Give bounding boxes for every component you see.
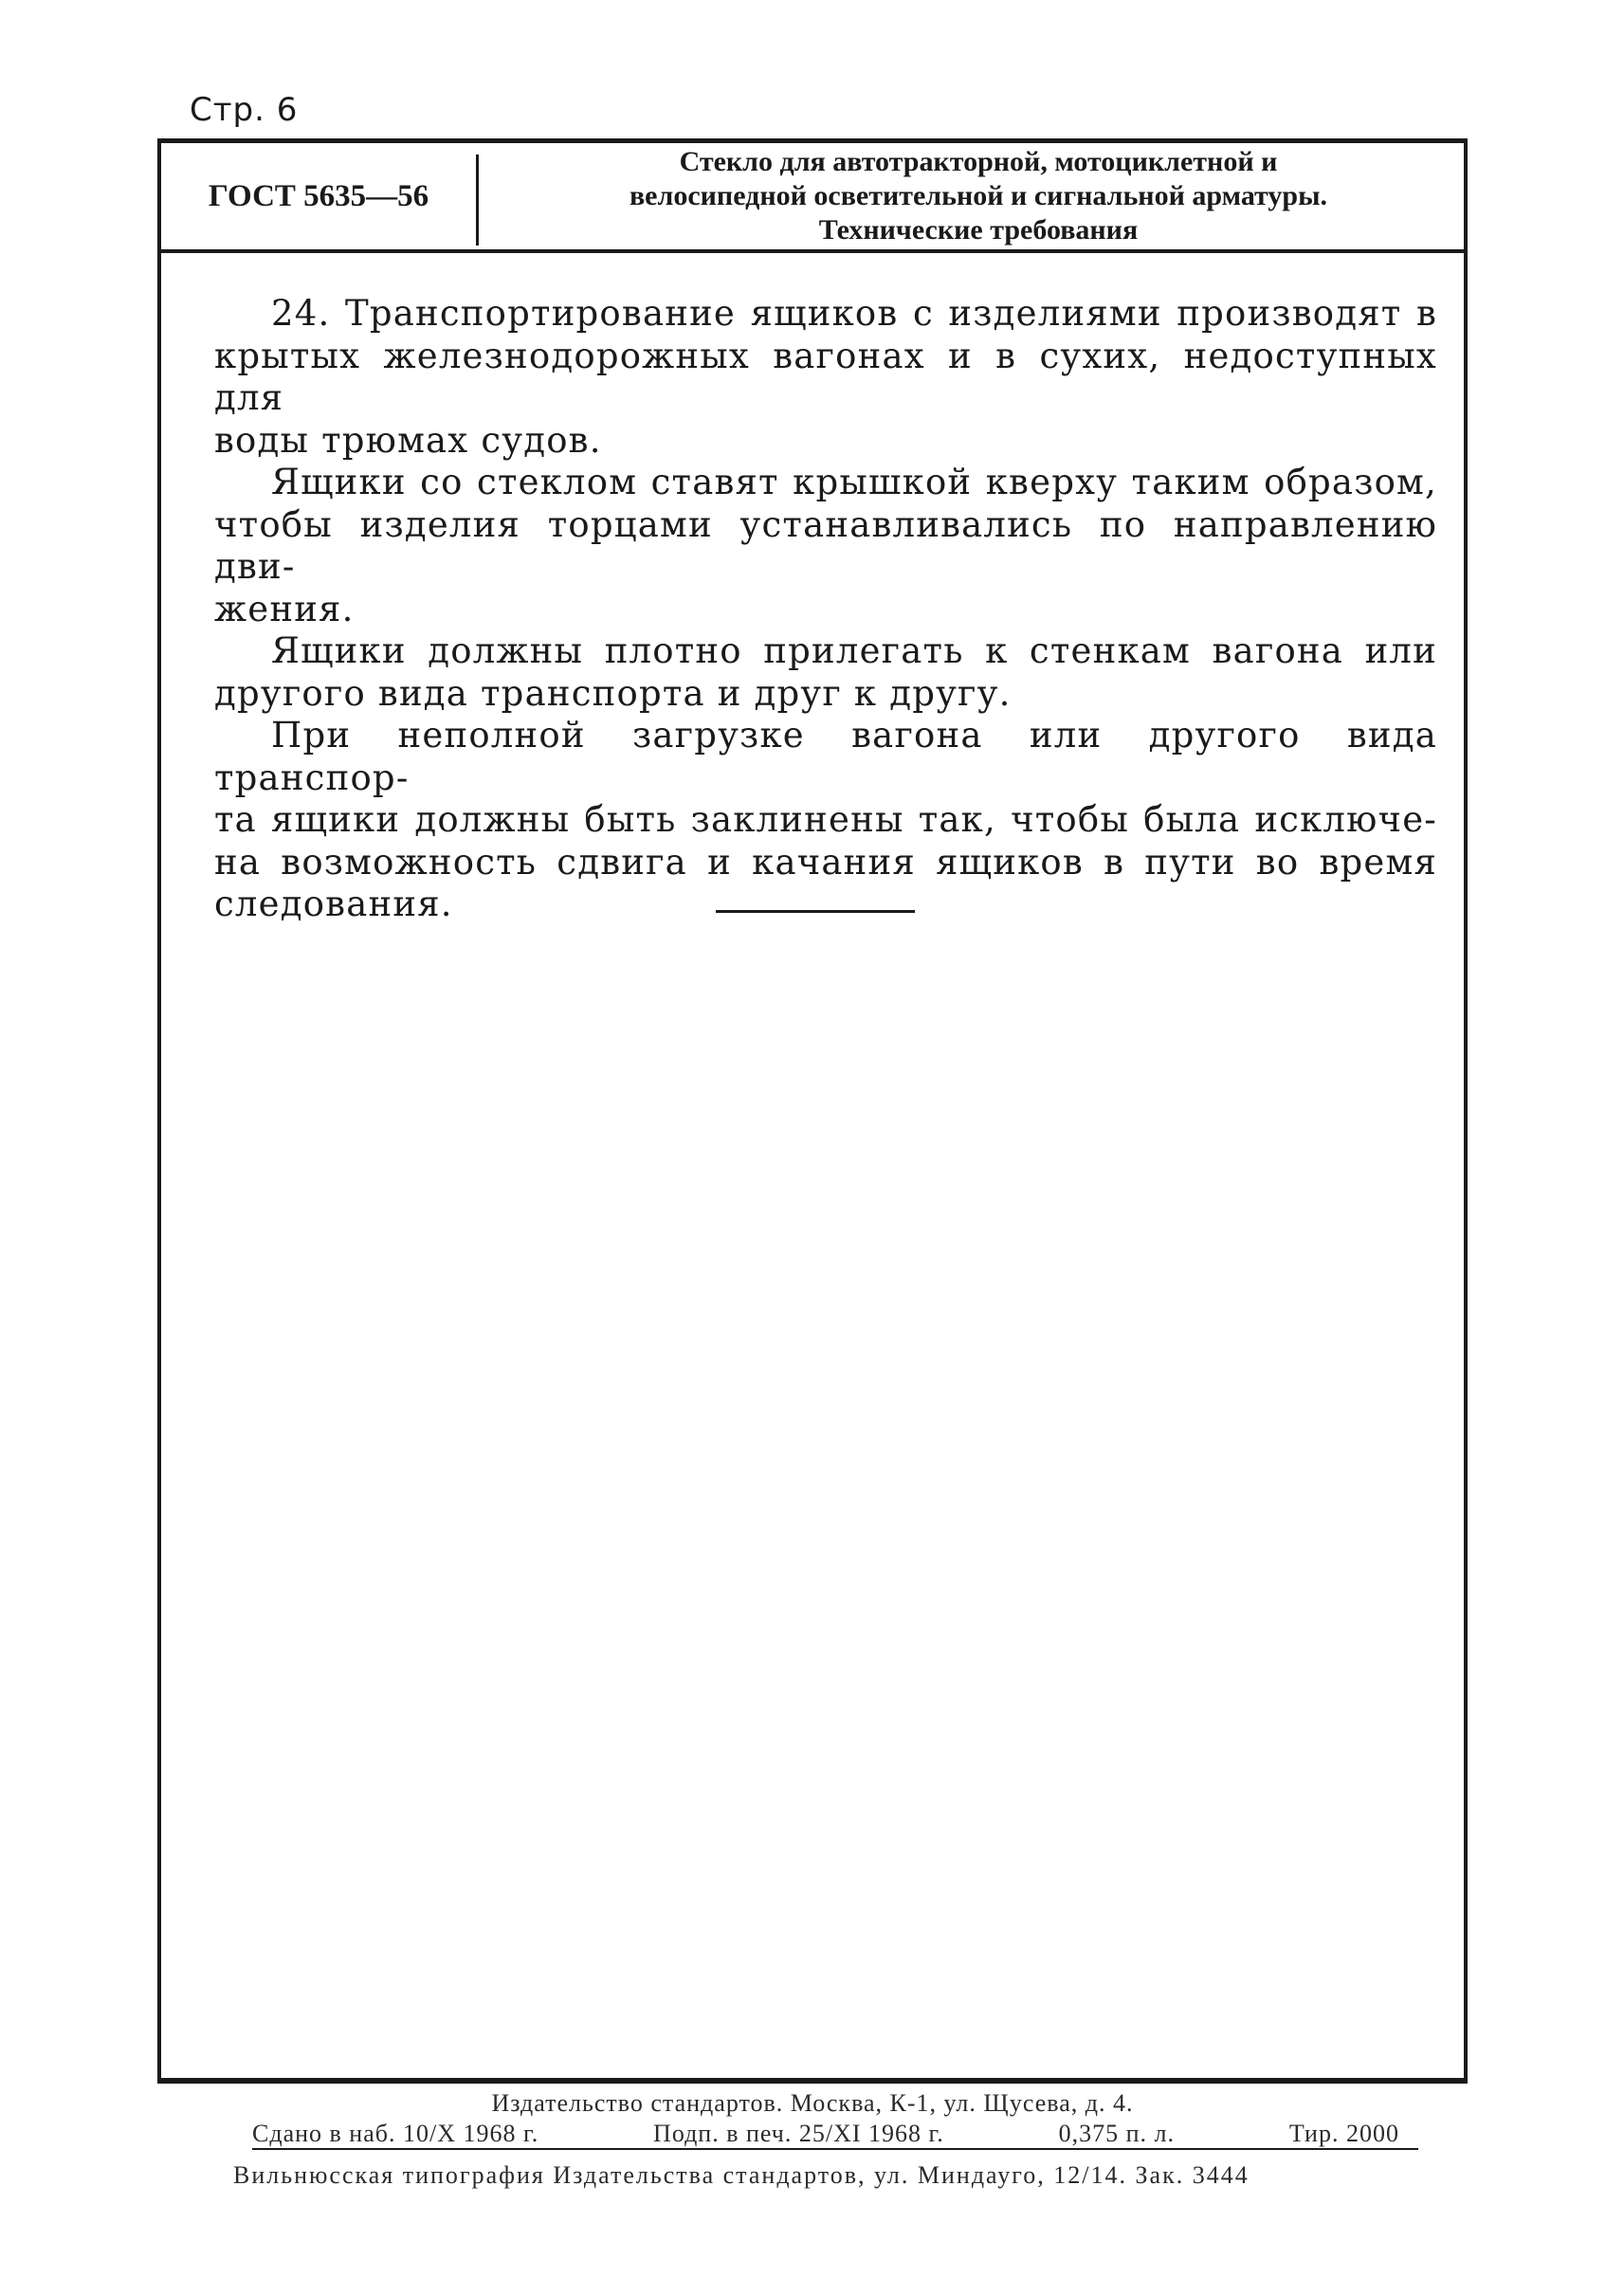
page-frame — [157, 138, 1468, 2084]
print-dates-line — [252, 2120, 1418, 2150]
document-header — [161, 143, 1464, 253]
body-line: воды трюмах судов. — [214, 419, 602, 461]
body-text — [214, 293, 1437, 926]
body-line: на возможность сдвига и качания ящиков в пути во время — [214, 841, 1437, 883]
title-line: велосипедной осветительной и сигнальной арматуры. — [629, 180, 1328, 211]
gost-code: ГОСТ 5635—56 — [208, 178, 429, 213]
end-of-text-rule — [716, 910, 915, 913]
header-divider — [476, 155, 479, 246]
title-line: Стекло для автотракторной, мотоциклетной и — [679, 146, 1278, 177]
page-number: Стр. 6 — [190, 91, 299, 129]
body-line: При неполной загрузке вагона или другого вида транспор- — [214, 715, 1437, 798]
document-title — [493, 145, 1464, 247]
body-line: Ящики должны плотно прилегать к стенкам вагона или — [271, 630, 1437, 671]
printer-line: Вильнюсская типография Издательства стандартов, ул. Миндауго, 12/14. Зак. 3444 — [233, 2161, 1250, 2189]
publisher-line: Издательство стандартов. Москва, К-1, ул. Щусева, д. 4. — [491, 2089, 1134, 2117]
imprint — [157, 2087, 1468, 2192]
body-line: та ящики должны быть заклинены так, чтобы была исключе- — [214, 799, 1437, 840]
body-line: чтобы изделия торцами устанавливались по направлению дви- — [214, 503, 1437, 587]
body-line: следования. — [214, 883, 453, 924]
body-line: жения. — [214, 588, 355, 629]
body-line: 24. Транспортирование ящиков с изделиями производят в — [271, 293, 1437, 334]
body-line: другого вида транспорта и друг к другу. — [214, 672, 1012, 714]
print-run: Тир. 2000 — [1288, 2120, 1399, 2147]
body-line: крытых железнодорожных вагонах и в сухих, недоступных для — [214, 335, 1437, 418]
body-line: Ящики со стеклом ставят крышкой кверху таким образом, — [271, 462, 1437, 502]
signed-date: Подп. в печ. 25/XI 1968 г. — [653, 2120, 944, 2147]
printed-sheets: 0,375 п. л. — [1058, 2120, 1175, 2147]
title-line: Технические требования — [818, 214, 1139, 246]
submitted-date: Сдано в наб. 10/X 1968 г. — [252, 2120, 539, 2147]
